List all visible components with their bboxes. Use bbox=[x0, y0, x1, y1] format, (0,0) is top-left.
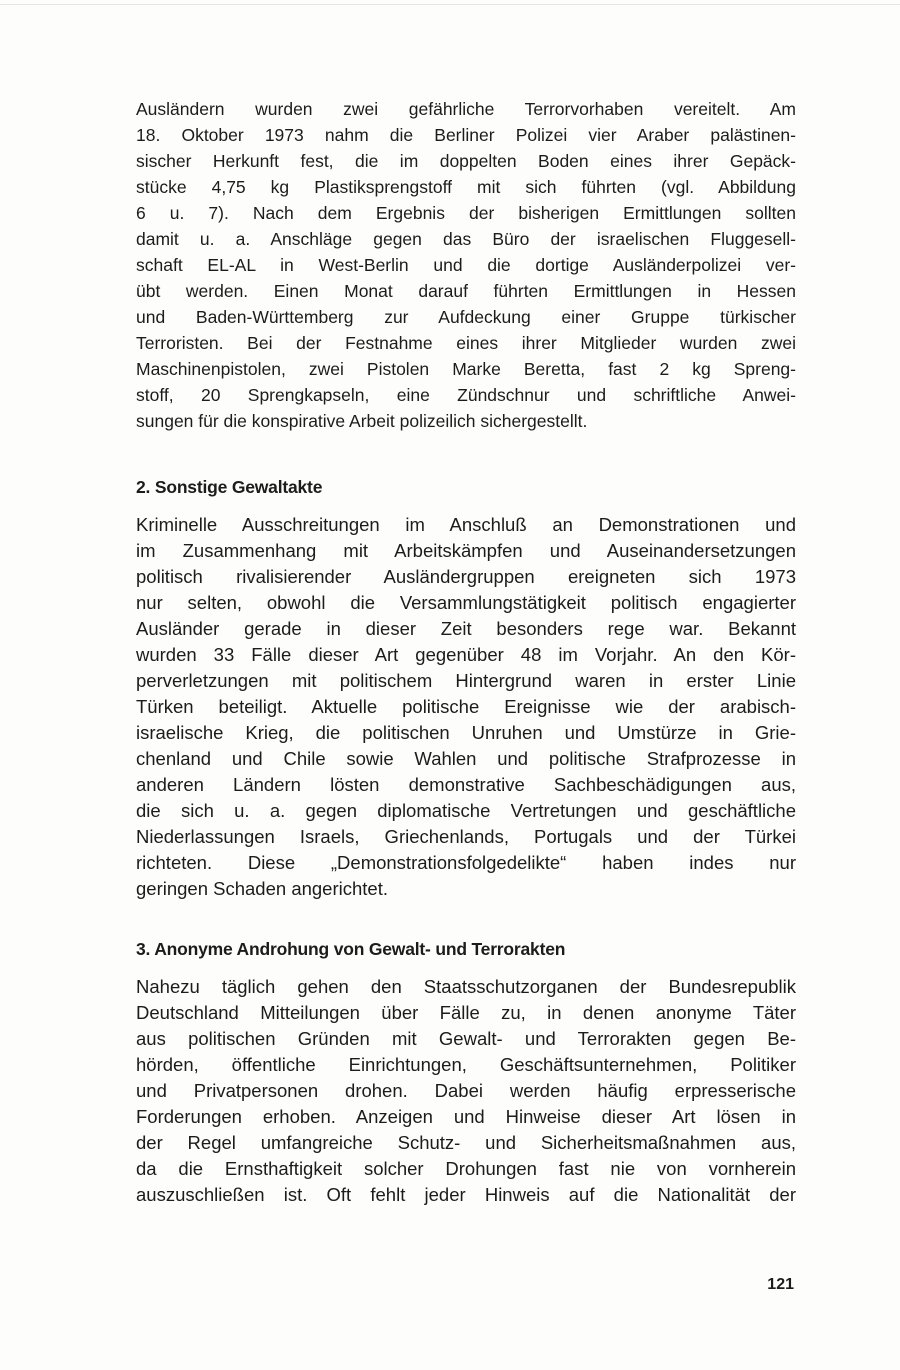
text-line: nur selten, obwohl die Versammlungstätigkeit politisch engagierter bbox=[136, 592, 796, 613]
text-line: anderen Ländern lösten demonstrative Sachbeschädigungen aus, bbox=[136, 774, 796, 795]
text-line: Deutschland Mitteilungen über Fälle zu, in denen anonyme Täter bbox=[136, 1002, 796, 1023]
text-line: 18. Oktober 1973 nahm die Berliner Polizei vier Araber palästinen- bbox=[136, 125, 796, 145]
text-line: und Privatpersonen drohen. Dabei werden häufig erpresserische bbox=[136, 1080, 796, 1101]
text-line: sungen für die konspirative Arbeit polizeilich sichergestellt. bbox=[136, 411, 588, 431]
text-line: Ausländern wurden zwei gefährliche Terrorvorhaben vereitelt. Am bbox=[136, 99, 796, 119]
text-line: israelische Krieg, die politischen Unruhen und Umstürze in Grie- bbox=[136, 722, 796, 743]
paragraph-anonymous-threats bbox=[136, 974, 796, 1208]
text-line: aus politischen Gründen mit Gewalt- und Terrorakten gegen Be- bbox=[136, 1028, 796, 1049]
text-line: da die Ernsthaftigkeit solcher Drohungen fast nie von vornherein bbox=[136, 1158, 796, 1179]
text-line: Ausländer gerade in dieser Zeit besonders rege war. Bekannt bbox=[136, 618, 796, 639]
text-line: chenland und Chile sowie Wahlen und politische Strafprozesse in bbox=[136, 748, 796, 769]
section-heading-anonymous-threats: 3. Anonyme Androhung von Gewalt- und Terrorakten bbox=[136, 939, 566, 959]
text-line: Kriminelle Ausschreitungen im Anschluß an Demonstrationen und bbox=[136, 514, 796, 535]
text-line: Forderungen erhoben. Anzeigen und Hinweise dieser Art lösen in bbox=[136, 1106, 796, 1127]
text-line: politisch rivalisierender Ausländergruppen ereigneten sich 1973 bbox=[136, 566, 796, 587]
text-column bbox=[136, 96, 796, 1208]
text-line: wurden 33 Fälle dieser Art gegenüber 48 im Vorjahr. An den Kör- bbox=[136, 644, 796, 665]
page-number: 121 bbox=[767, 1276, 794, 1293]
text-line: Terroristen. Bei der Festnahme eines ihrer Mitglieder wurden zwei bbox=[136, 333, 796, 353]
paragraph-other-violence bbox=[136, 512, 796, 902]
text-line: sischer Herkunft fest, die im doppelten Boden eines ihrer Gepäck- bbox=[136, 151, 796, 171]
scan-edge-rule bbox=[0, 4, 900, 5]
text-line: Türken beteiligt. Aktuelle politische Ereignisse wie der arabisch- bbox=[136, 696, 796, 717]
text-line: übt werden. Einen Monat darauf führten Ermittlungen in Hessen bbox=[136, 281, 796, 301]
text-line: damit u. a. Anschläge gegen das Büro der israelischen Fluggesell- bbox=[136, 229, 796, 249]
section-heading-other-violence: 2. Sonstige Gewaltakte bbox=[136, 477, 323, 497]
text-line: stücke 4,75 kg Plastiksprengstoff mit sich führten (vgl. Abbildung bbox=[136, 177, 796, 197]
text-line: im Zusammenhang mit Arbeitskämpfen und Auseinandersetzungen bbox=[136, 540, 796, 561]
text-line: 6 u. 7). Nach dem Ergebnis der bisherigen Ermittlungen sollten bbox=[136, 203, 796, 223]
text-line: der Regel umfangreiche Schutz- und Sicherheitsmaßnahmen aus, bbox=[136, 1132, 796, 1153]
text-line: geringen Schaden angerichtet. bbox=[136, 878, 388, 899]
text-line: stoff, 20 Sprengkapseln, eine Zündschnur und schriftliche Anwei- bbox=[136, 385, 796, 405]
text-line: Maschinenpistolen, zwei Pistolen Marke Beretta, fast 2 kg Spreng- bbox=[136, 359, 796, 379]
text-line: auszuschließen ist. Oft fehlt jeder Hinweis auf die Nationalität der bbox=[136, 1184, 796, 1205]
text-line: Nahezu täglich gehen den Staatsschutzorganen der Bundesrepublik bbox=[136, 976, 796, 997]
text-line: richteten. Diese „Demonstrationsfolgedelikte“ haben indes nur bbox=[136, 852, 796, 873]
text-line: hörden, öffentliche Einrichtungen, Geschäftsunternehmen, Politiker bbox=[136, 1054, 796, 1075]
text-line: Niederlassungen Israels, Griechenlands, Portugals und der Türkei bbox=[136, 826, 796, 847]
text-line: perverletzungen mit politischem Hintergrund waren in erster Linie bbox=[136, 670, 796, 691]
text-line: und Baden-Württemberg zur Aufdeckung einer Gruppe türkischer bbox=[136, 307, 796, 327]
text-line: die sich u. a. gegen diplomatische Vertretungen und geschäftliche bbox=[136, 800, 796, 821]
text-line: schaft EL-AL in West-Berlin und die dortige Ausländerpolizei ver- bbox=[136, 255, 796, 275]
paragraph-terror-plots bbox=[136, 96, 796, 434]
